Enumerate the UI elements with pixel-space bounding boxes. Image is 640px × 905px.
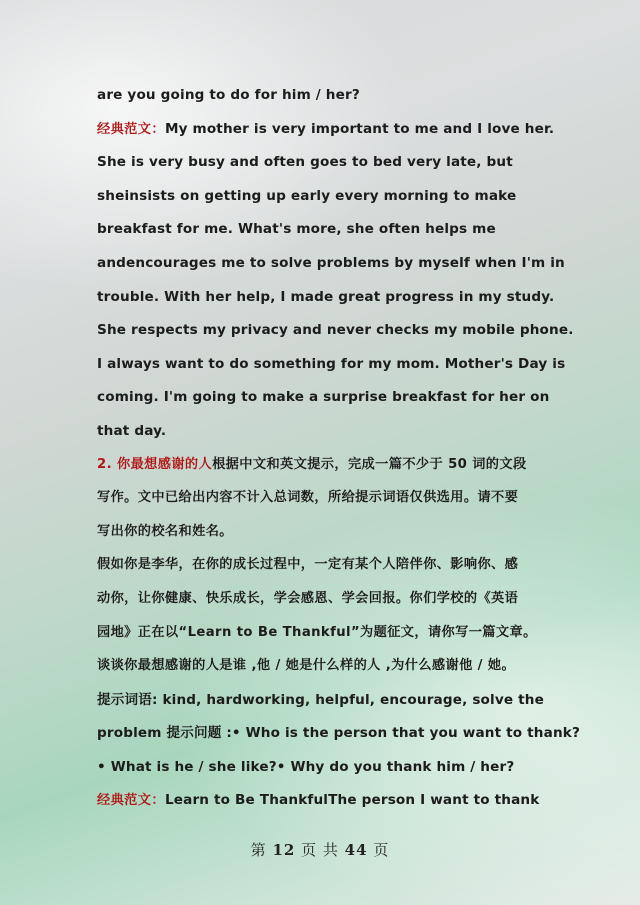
line-text: andencourages me to solve problems by myself when I'm in (97, 254, 565, 271)
line-text: I always want to do something for my mom. Mother's Day is (97, 355, 566, 372)
text-line-22 (97, 787, 547, 821)
line-text: 根据中文和英文提示，完成一篇不少于 50 词的文段 (212, 456, 527, 472)
current-page-number: 12 (272, 841, 296, 859)
text-line-14 (97, 519, 547, 553)
line-text: problem 提示问题 :• Who is the person that you want to thank? (97, 725, 580, 742)
line-text: She respects my privacy and never checks my mobile phone. (97, 322, 574, 339)
line-text: coming. I'm going to make a surprise breakfast for her on (97, 389, 550, 406)
sample-essay-label: 经典范文： (97, 793, 165, 809)
text-line-3 (97, 149, 547, 183)
sample-essay-label: 经典范文： (97, 121, 165, 137)
line-text: 动你，让你健康、快乐成长，学会感恩、学会回报。你们学校的《英语 (97, 590, 519, 606)
line-text: that day. (97, 422, 167, 439)
text-line-2 (97, 116, 555, 150)
line-text: breakfast for me. What's more, she often helps me (97, 221, 496, 238)
text-line-16 (97, 586, 547, 620)
line-text: She is very busy and often goes to bed very late, but (97, 154, 513, 171)
line-text: 写作。文中已给出内容不计入总词数，所给提示词语仅供选用。请不要 (97, 490, 519, 506)
line-text: My mother is very important to me and I love her. (164, 120, 555, 137)
line-text: are you going to do for him / her? (97, 87, 360, 103)
text-line-1 (97, 82, 547, 116)
text-line-4 (97, 183, 547, 217)
line-text: trouble. With her help, I made great progress in my study. (97, 288, 555, 305)
line-text: Learn to Be ThankfulThe person I want to thank (164, 792, 540, 809)
text-line-15 (97, 552, 547, 586)
footer-middle: 页 共 (301, 841, 339, 859)
total-page-count: 44 (344, 841, 368, 859)
question-title: 2. 你最想感谢的人 (97, 456, 213, 472)
footer-suffix: 页 (373, 841, 390, 859)
line-text: 园地》正在以“Learn to Be Thankful”为题征文，请你写一篇文章。 (97, 624, 537, 640)
text-line-11 (97, 418, 547, 452)
line-text: 假如你是李华，在你的成长过程中，一定有某个人陪伴你、影响你、感 (97, 557, 519, 573)
line-text: 提示词语: kind, hardworking, helpful, encourage, solve the (97, 691, 544, 708)
text-line-17 (97, 620, 547, 654)
line-text: 谈谈你最想感谢的人是谁 ,他 / 她是什么样的人 ,为什么感谢他 / 她。 (97, 658, 516, 674)
text-line-5 (97, 216, 547, 250)
text-line-9 (97, 351, 566, 385)
text-line-13 (97, 485, 547, 519)
text-line-10 (97, 384, 550, 418)
text-line-6 (97, 250, 565, 284)
page-footer (0, 839, 640, 860)
text-line-21 (97, 754, 547, 788)
text-line-18 (97, 653, 547, 687)
text-line-20 (97, 720, 580, 754)
text-line-8 (97, 317, 574, 351)
question-heading (97, 452, 547, 486)
line-text: 写出你的校名和姓名。 (97, 523, 233, 539)
line-text: • What is he / she like?• Why do you thank him / her? (97, 758, 515, 775)
text-line-19 (97, 687, 547, 721)
document-body (97, 82, 580, 821)
line-text: sheinsists on getting up early every morning to make (97, 187, 517, 204)
text-line-7 (97, 284, 555, 318)
footer-prefix: 第 (250, 841, 267, 859)
